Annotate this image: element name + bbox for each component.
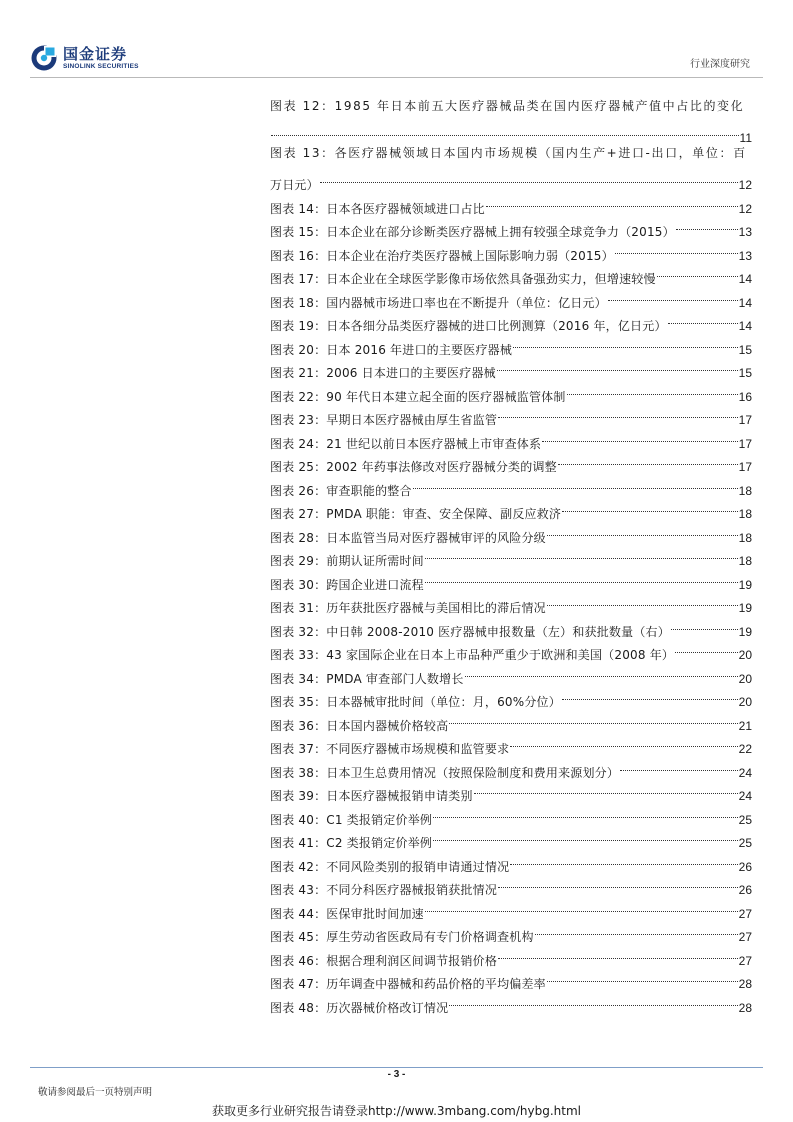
- toc-entry-text: 图表 19：日本各细分品类医疗器械的进口比例测算（2016 年，亿日元）: [270, 319, 667, 333]
- toc-entry[interactable]: [270, 894, 752, 921]
- toc-page-number: 25: [738, 812, 752, 827]
- toc-leader-dots: [498, 401, 738, 425]
- toc-entry[interactable]: [270, 988, 752, 1015]
- toc-entry[interactable]: [270, 706, 752, 733]
- toc-entry[interactable]: [270, 565, 752, 592]
- toc-entry-text: 图表 37：不同医疗器械市场规模和监管要求: [270, 742, 510, 756]
- toc-page-number: 13: [738, 248, 752, 263]
- toc-entry-text: 图表 34：PMDA 审查部门人数增长: [270, 671, 464, 686]
- toc-leader-dots: [320, 166, 738, 190]
- toc-page-number: 19: [738, 624, 752, 639]
- toc-entry-text: 图表 43：不同分科医疗器械报销获批情况: [270, 883, 498, 897]
- toc-entry[interactable]: [270, 401, 752, 425]
- toc-leader-dots: [413, 471, 738, 495]
- page-number: - 3 -: [387, 1069, 406, 1080]
- page-header: [0, 0, 793, 80]
- toc-entry-text: 图表 15：日本企业在部分诊断类医疗器械上拥有较强全球竞争力（2015）: [270, 225, 675, 239]
- toc-leader-dots: [668, 307, 738, 331]
- toc-page-number: 20: [738, 695, 752, 709]
- toc-entry[interactable]: [270, 659, 752, 686]
- toc-entry-text: 图表 12：1985 年日本前五大医疗器械品类在国内医疗器械产值中占比的变化: [270, 99, 745, 113]
- toc-entry-text: 图表 35：日本器械审批时间（单位：月，60%分位）: [270, 695, 561, 709]
- toc-entry[interactable]: [270, 753, 752, 780]
- toc-page-number: 15: [738, 342, 752, 357]
- toc-page-number: 14: [738, 319, 752, 333]
- toc-entry-text: 图表 28：日本监管当局对医疗器械审评的风险分级: [270, 530, 546, 545]
- toc-leader-dots: [620, 753, 738, 777]
- toc-entry-wrapped[interactable]: [270, 95, 752, 145]
- toc-entry[interactable]: [270, 354, 752, 378]
- toc-entry[interactable]: [270, 330, 752, 357]
- toc-entry[interactable]: [270, 871, 752, 895]
- toc-entry[interactable]: [270, 683, 752, 707]
- toc-entry-text: 图表 22：90 年代日本建立起全面的医疗器械监管体制: [270, 389, 566, 404]
- toc-leader-dots: [497, 354, 738, 378]
- company-logo: [30, 44, 139, 72]
- toc-entry[interactable]: [270, 377, 752, 404]
- toc-leader-dots: [271, 119, 739, 143]
- figure-list: [270, 95, 752, 1015]
- toc-leader-dots: [449, 706, 737, 730]
- toc-entry-text: 图表 27：PMDA 职能：审查、安全保障、副反应救济: [270, 507, 562, 521]
- toc-entry-text: 图表 32：中日韩 2008-2010 医疗器械申报数量（左）和获批数量（右）: [270, 624, 670, 639]
- toc-entry[interactable]: [270, 918, 752, 942]
- toc-leader-dots: [465, 659, 738, 683]
- toc-leader-dots: [510, 730, 737, 754]
- toc-entry[interactable]: [270, 307, 752, 331]
- toc-page-number: 13: [738, 225, 752, 239]
- toc-entry[interactable]: [270, 236, 752, 263]
- toc-page-number: 26: [738, 859, 752, 874]
- toc-page-number: 26: [738, 883, 752, 897]
- toc-entry-text: 图表 44：医保审批时间加速: [270, 906, 424, 921]
- toc-entry-text: 图表 14：日本各医疗器械领域进口占比: [270, 201, 485, 216]
- toc-leader-dots: [558, 448, 738, 472]
- toc-entry[interactable]: [270, 777, 752, 801]
- toc-page-number: 12: [738, 201, 752, 216]
- website-link[interactable]: 获取更多行业研究报告请登录http://www.3mbang.com/hybg.html: [211, 1104, 581, 1118]
- toc-entry[interactable]: [270, 189, 752, 216]
- toc-page-number: 28: [738, 1000, 752, 1015]
- toc-entry-text: 图表 45：厚生劳动省医政局有专门价格调查机构: [270, 930, 534, 944]
- toc-page-number: 17: [738, 436, 752, 451]
- toc-entry[interactable]: [270, 542, 752, 566]
- toc-entry-text: 图表 42：不同风险类别的报销申请通过情况: [270, 859, 510, 874]
- toc-leader-dots: [562, 495, 738, 519]
- toc-leader-dots: [425, 565, 738, 589]
- toc-entry[interactable]: [270, 612, 752, 639]
- toc-leader-dots: [567, 377, 738, 401]
- toc-entry-text: 图表 36：日本国内器械价格较高: [270, 718, 449, 733]
- toc-page-number: 27: [738, 906, 752, 921]
- toc-entry[interactable]: [270, 448, 752, 472]
- toc-page-number: 21: [738, 718, 752, 733]
- logo-mark-icon: [30, 44, 58, 72]
- toc-entry-text: 图表 25：2002 年药事法修改对医疗器械分类的调整: [270, 460, 557, 474]
- toc-entry-text: 图表 16：日本企业在治疗类医疗器械上国际影响力弱（2015）: [270, 248, 614, 263]
- toc-entry-text: 图表 13：各医疗器械领域日本国内市场规模（国内生产+进口-出口，单位：百: [270, 146, 747, 160]
- toc-leader-dots: [433, 824, 738, 848]
- toc-leader-dots: [498, 871, 738, 895]
- toc-leader-dots: [498, 941, 738, 965]
- toc-leader-dots: [425, 542, 738, 566]
- toc-entry-wrapped[interactable]: [270, 142, 752, 192]
- toc-entry-text: 图表 29：前期认证所需时间: [270, 554, 424, 568]
- toc-entry-text: 图表 20：日本 2016 年进口的主要医疗器械: [270, 342, 513, 357]
- toc-leader-dots: [671, 612, 738, 636]
- toc-leader-dots: [510, 847, 737, 871]
- toc-page-number: 18: [738, 483, 752, 498]
- toc-page-number: 14: [738, 295, 752, 310]
- toc-page-number: 28: [738, 977, 752, 991]
- toc-page-number: 27: [738, 930, 752, 944]
- toc-leader-dots: [486, 189, 738, 213]
- toc-entry[interactable]: [270, 941, 752, 968]
- toc-page-number: 19: [738, 601, 752, 615]
- toc-entry-text: 图表 17：日本企业在全球医学影像市场依然具备强劲实力，但增速较慢: [270, 272, 656, 286]
- toc-entry[interactable]: [270, 518, 752, 545]
- header-divider: [30, 77, 763, 78]
- toc-page-number: 14: [738, 272, 752, 286]
- toc-entry-text: 图表 26：审查职能的整合: [270, 483, 412, 498]
- toc-entry[interactable]: [270, 424, 752, 451]
- toc-leader-dots: [547, 589, 738, 613]
- toc-page-number: 22: [738, 742, 752, 756]
- toc-entry-text: 图表 47：历年调查中器械和药品价格的平均偏差率: [270, 977, 546, 991]
- toc-leader-dots: [608, 283, 738, 307]
- toc-entry-text: 图表 40：C1 类报销定价举例: [270, 812, 433, 827]
- logo-english-name: SINOLINK SECURITIES: [63, 62, 139, 70]
- disclaimer-note: 敬请参阅最后一页特别声明: [38, 1087, 153, 1098]
- toc-entry-text: 图表 48：历次器械价格改订情况: [270, 1000, 449, 1015]
- toc-entry[interactable]: [270, 636, 752, 660]
- toc-entry-text: 图表 41：C2 类报销定价举例: [270, 836, 433, 850]
- toc-page-number: 18: [738, 530, 752, 545]
- logo-chinese-name: 国金证券: [63, 44, 128, 63]
- toc-page-number: 11: [739, 131, 752, 145]
- toc-leader-dots: [615, 236, 738, 260]
- report-type-label: 行业深度研究: [690, 59, 750, 70]
- toc-entry[interactable]: [270, 800, 752, 827]
- toc-leader-dots: [676, 213, 738, 237]
- toc-page-number: 18: [738, 507, 752, 521]
- toc-page-number: 24: [738, 789, 752, 803]
- toc-entry-text: 图表 39：日本医疗器械报销申请类别: [270, 789, 473, 803]
- toc-entry[interactable]: [270, 471, 752, 498]
- toc-entry[interactable]: [270, 495, 752, 519]
- toc-entry-text: 图表 18：国内器械市场进口率也在不断提升（单位：亿日元）: [270, 295, 607, 310]
- toc-page-number: 17: [738, 413, 752, 427]
- toc-leader-dots: [433, 800, 738, 824]
- toc-entry[interactable]: [270, 283, 752, 310]
- toc-entry-text: 图表 33：43 家国际企业在日本上市品种严重少于欧洲和美国（2008 年）: [270, 648, 675, 662]
- toc-page-number: 18: [738, 554, 752, 568]
- toc-entry[interactable]: [270, 824, 752, 848]
- toc-page-number: 20: [738, 648, 752, 662]
- toc-entry-text: 图表 30：跨国企业进口流程: [270, 577, 424, 592]
- toc-page-number: 20: [738, 671, 752, 686]
- toc-entry[interactable]: [270, 260, 752, 284]
- toc-entry[interactable]: [270, 965, 752, 989]
- toc-page-number: 15: [738, 366, 752, 380]
- toc-leader-dots: [657, 260, 738, 284]
- toc-entry-text: 图表 38：日本卫生总费用情况（按照保险制度和费用来源划分）: [270, 765, 620, 780]
- toc-entry-text-continued: 万日元）: [270, 178, 319, 192]
- toc-leader-dots: [542, 424, 737, 448]
- toc-entry-text: 图表 23：早期日本医疗器械由厚生省监管: [270, 413, 498, 427]
- toc-page-number: 16: [738, 389, 752, 404]
- toc-entry[interactable]: [270, 847, 752, 874]
- toc-page-number: 12: [738, 178, 752, 192]
- toc-leader-dots: [547, 518, 738, 542]
- toc-leader-dots: [513, 330, 738, 354]
- toc-entry[interactable]: [270, 213, 752, 237]
- toc-leader-dots: [425, 894, 738, 918]
- toc-entry-text: 图表 31：历年获批医疗器械与美国相比的滞后情况: [270, 601, 546, 615]
- toc-leader-dots: [535, 918, 738, 942]
- toc-page-number: 17: [738, 460, 752, 474]
- toc-page-number: 27: [738, 953, 752, 968]
- toc-entry-text: 图表 46：根据合理利润区间调节报销价格: [270, 953, 498, 968]
- toc-leader-dots: [547, 965, 738, 989]
- toc-leader-dots: [675, 636, 738, 660]
- toc-entry-text: 图表 24：21 世纪以前日本医疗器械上市审查体系: [270, 436, 542, 451]
- toc-entry-text: 图表 21：2006 日本进口的主要医疗器械: [270, 366, 496, 380]
- toc-page-number: 25: [738, 836, 752, 850]
- toc-leader-dots: [474, 777, 738, 801]
- toc-entry[interactable]: [270, 730, 752, 754]
- toc-entry[interactable]: [270, 589, 752, 613]
- footer-divider: [30, 1067, 763, 1068]
- toc-leader-dots: [449, 988, 737, 1012]
- toc-page-number: 24: [738, 765, 752, 780]
- toc-leader-dots: [562, 683, 738, 707]
- toc-page-number: 19: [738, 577, 752, 592]
